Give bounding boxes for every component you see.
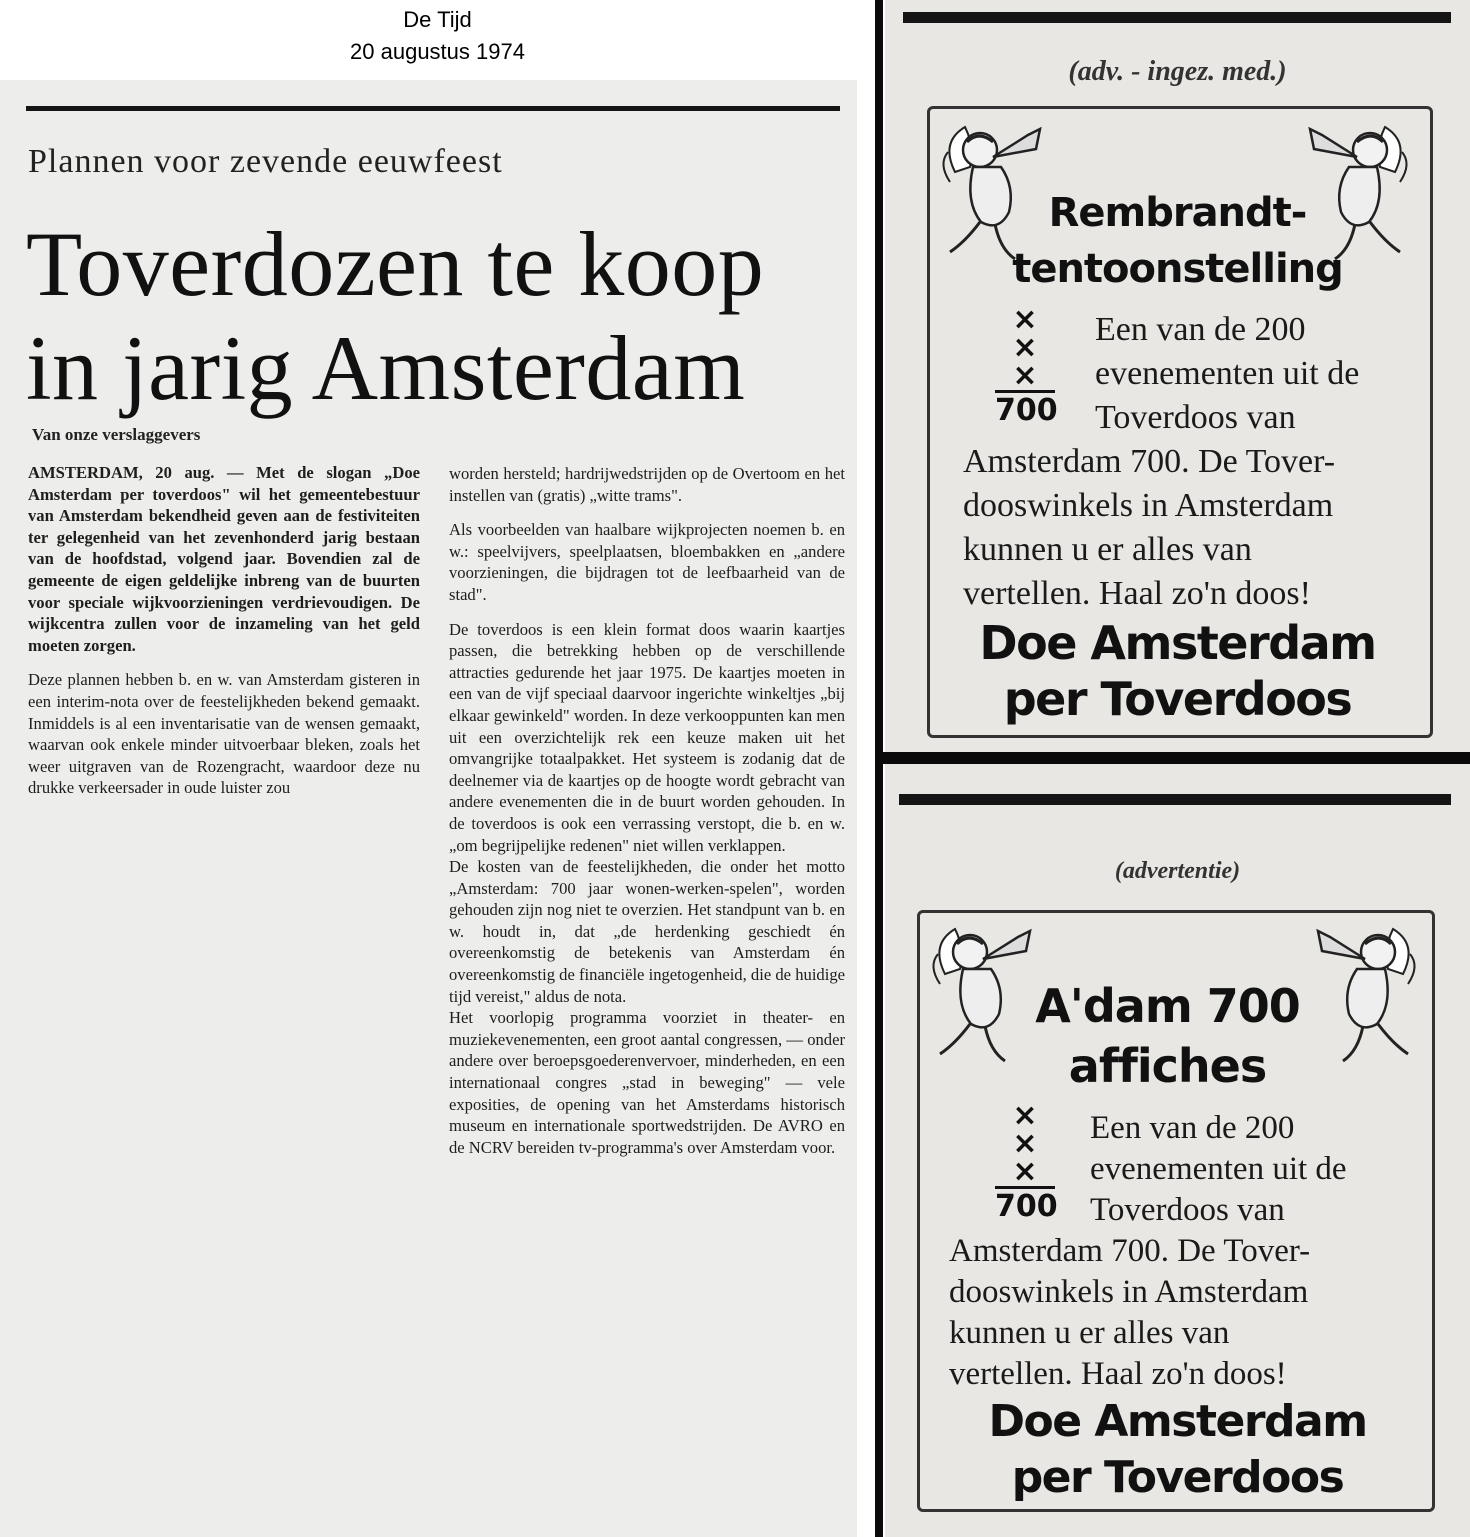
article-paragraph: Het voorlopig programma voorziet in theater- en muziekevenementen, een groot aantal congressen, — onder andere over beroepsgoederenvervoer, minderheden, en een internationaal congres „stad in beweging" — vele exposities, de opening van het Amsterdams historisch museum en internationale sportwedstrijden. De AVRO en de NCRV bereiden tv-programma's over Amsterdam voor. [449,1008,845,1157]
ad-body-line: Amsterdam 700. De Tover- [949,1233,1311,1269]
amsterdam-xxx-emblem [995,302,1058,429]
ad-slogan [885,1394,1470,1506]
ad-body-line: Een van de 200 [1095,311,1306,348]
ad-body [949,1231,1310,1395]
ad-slogan [885,615,1470,727]
vertical-divider [875,0,883,1537]
article-headline [26,212,846,420]
article-paragraph: De toverdoos is een klein format doos waarin kaartjes passen, die betrekking hebben op de verschillende attracties gedurende het jaar 1975. De kaartjes moeten in een van de vijf speciaal daarvoor ingerichte winkeltjes „bij elkaar gewinkeld" worden. In deze verkooppunten kan men uit een overzichtelijk rek een keuze maken uit het omvangrijke totaalpakket. Het systeem is zodanig dat de deelnemer via de kaartjes op de hoogte wordt gebracht van andere evenementen die in de buurt worden gehouden. In de toverdoos is ook een verrassing verstopt, die b. en w. „om begrijpelijke redenen" niet willen verklappen. [449,619,845,855]
ad-body-line: vertellen. Haal zo'n doos! [963,575,1311,612]
image-caption [0,0,875,80]
x-mark-icon: × [1012,1154,1038,1189]
ad-notice: (adv. - ingez. med.) [1068,56,1287,87]
ad-body-line: Een van de 200 [1090,1110,1295,1146]
article-paragraph: De kosten van de feestelijkheden, die onder het motto „Amsterdam: 700 jaar wonen-werken-spelen", worden gehouden zijn nog niet te overzien. Het standpunt van b. en w. houdt in, dat „de herdenking geschiedt én overeenkomstig de betekenis van Amsterdam én overeenkomstig de financiële ingetogenheid, die de huidige tijd vereist," aldus de nota. [449,857,845,1006]
newspaper-name: De Tijd [403,7,472,32]
ad-title-line-2: tentoonstelling [1012,246,1343,292]
ad-notice: (advertentie) [1114,858,1241,884]
horizontal-divider [875,752,1470,764]
ad-body-line: vertellen. Haal zo'n doos! [949,1356,1287,1392]
x-mark-icon: × [1012,1126,1038,1161]
ad-body [963,440,1335,616]
newspaper-article [0,80,857,1537]
ad-body-line: evenementen uit de [1090,1151,1347,1187]
ad-title [885,976,1460,1096]
article-paragraph: Deze plannen hebben b. en w. van Amsterdam gisteren in een interim-nota over de feestelijkheden bekend gemaakt. Inmiddels is al een inventarisatie van de wensen gemaakt, waarvan ook enkele minder uitvoerbaar bleken, zoals het weer uitgraven van de Rozengracht, waardoor deze nu drukke verkeersader in oude luister zou [28,670,420,798]
ad-body-indented [1095,308,1359,440]
ad-body-line: kunnen u er alles van [963,531,1252,568]
advertisement-rembrandt [885,0,1470,752]
ad-body-line: evenementen uit de [1095,355,1360,392]
ad-body-line: dooswinkels in Amsterdam [949,1274,1309,1310]
emblem-number: 700 [995,1186,1055,1225]
ad-title-line-1: Rembrandt- [1048,190,1307,236]
ad-body-line: Toverdoos van [1090,1192,1285,1228]
amsterdam-xxx-emblem [995,1098,1058,1225]
article-column-1 [28,462,420,812]
headline-line-1: Toverdozen te koop [26,213,765,315]
article-kicker: Plannen voor zevende eeuwfeest [28,143,503,180]
publication-date: 20 augustus 1974 [350,39,525,64]
x-mark-icon: × [1012,358,1038,393]
ad-body-line: kunnen u er alles van [949,1315,1230,1351]
article-lead-paragraph: AMSTERDAM, 20 aug. — Met de slogan „Doe Amsterdam per toverdoos" wil het gemeentebestuur van Amsterdam bekendheid geven aan de festiviteiten ter gelegenheid van het zevenhonderd jarig bestaan van de hoofdstad, volgend jaar. Bovendien zal de gemeente de eigen geldelijke inbreng van de buurten voor speciale wijkvoorzieningen verdrievoudigen. De wijkcentra zullen voor de inzameling van het geld moeten zorgen. [28,463,420,655]
emblem-number: 700 [995,390,1055,429]
ad-title-line-2: affiches [1068,1039,1267,1093]
ad-body-line: Amsterdam 700. De Tover- [963,443,1336,480]
x-mark-icon: × [1012,302,1038,337]
x-mark-icon: × [1012,1098,1038,1133]
article-top-rule [26,106,840,111]
x-mark-icon: × [1012,330,1038,365]
article-paragraph: Als voorbeelden van haalbare wijkprojecten noemen b. en w.: speelvijvers, speelplaatsen, bloembakken en „andere voorzieningen, die bijdragen tot de leefbaarheid van de stad". [449,520,845,604]
ad-slogan-line: per Toverdoos [1011,1452,1344,1503]
ad-title-line-1: A'dam 700 [1035,979,1300,1033]
ad-slogan-line: per Toverdoos [1003,672,1352,726]
ad-title [885,185,1470,297]
ad-body-indented [1090,1108,1347,1231]
ad-body-line: Toverdoos van [1095,399,1296,436]
advertisement-affiches [885,764,1470,1537]
ad-slogan-line: Doe Amsterdam [979,616,1376,670]
article-byline: Van onze verslaggevers [32,425,201,444]
article-paragraph: worden hersteld; hardrijwedstrijden op de Overtoom en het instellen van (gratis) „witte trams". [449,464,845,505]
ad-body-line: dooswinkels in Amsterdam [963,487,1334,524]
ad-top-rule [899,794,1451,805]
ad-top-rule [903,12,1451,23]
ad-slogan-line: Doe Amsterdam [988,1396,1367,1447]
article-column-2 [449,463,845,1158]
headline-line-2: in jarig Amsterdam [26,317,746,419]
